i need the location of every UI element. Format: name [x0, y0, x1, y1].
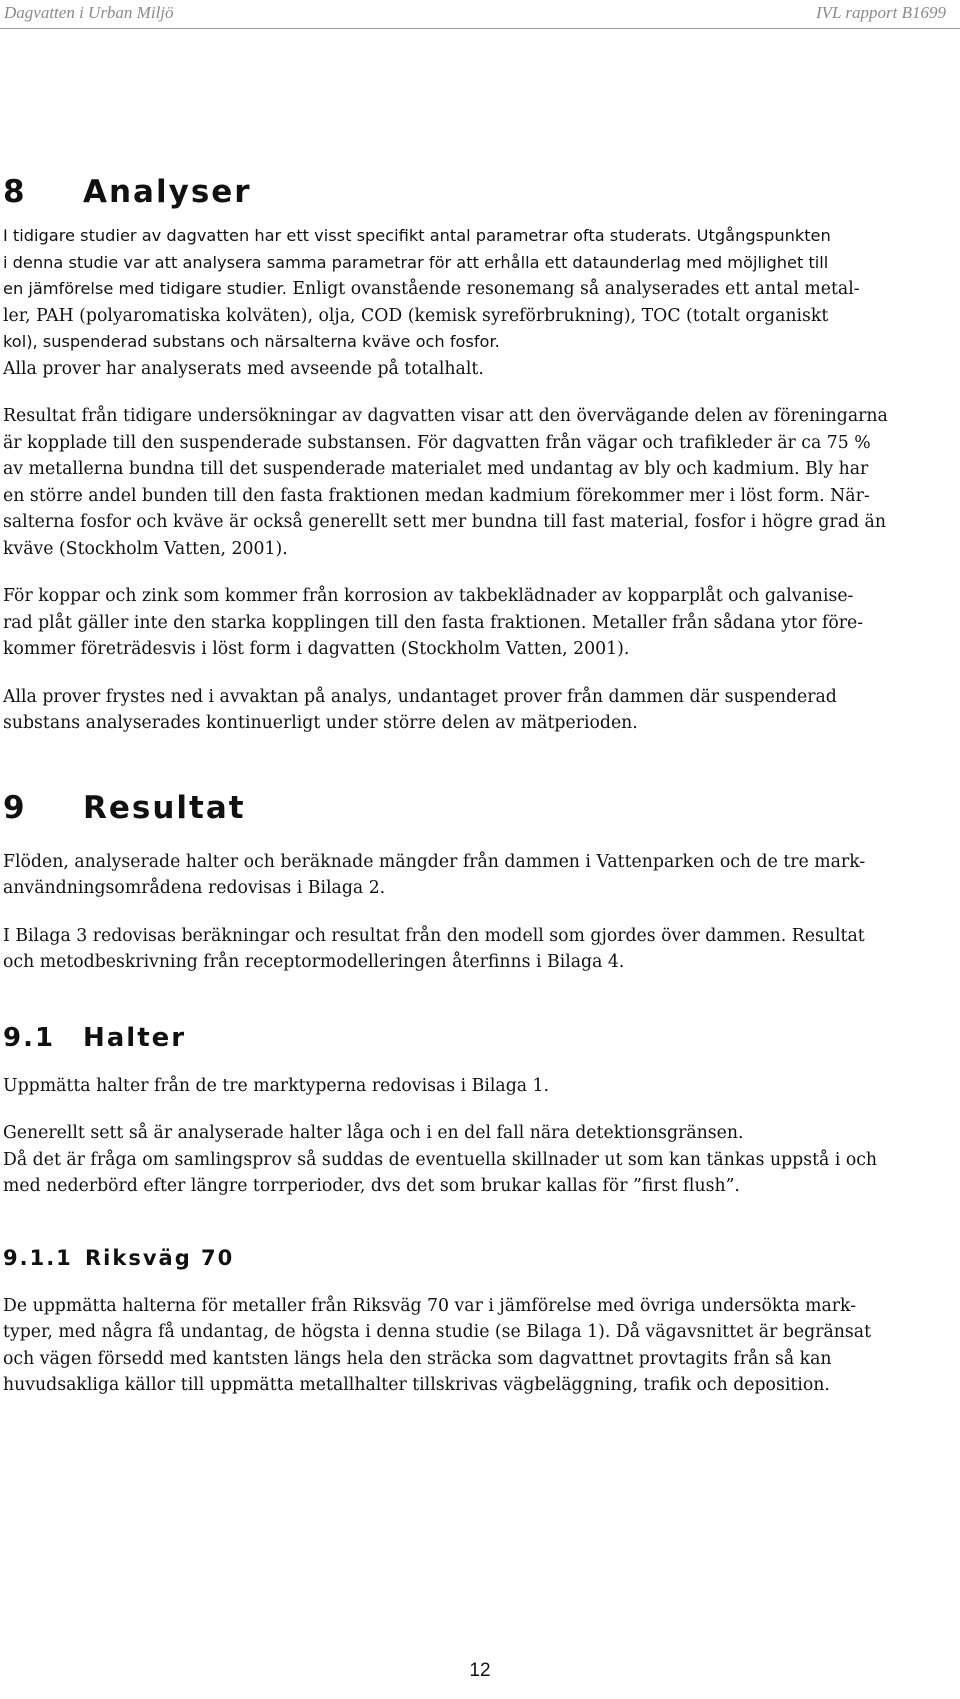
page-header — [0, 0, 960, 30]
paragraph-halter-2 — [3, 1120, 939, 1200]
text-line: I Bilaga 3 redovisas beräkningar och resultat från den modell som gjordes över dammen. Resultat — [3, 925, 865, 946]
header-report-title: Dagvatten i Urban Miljö — [4, 3, 174, 22]
paragraph-analyser-4 — [3, 684, 939, 737]
section-heading-resultat — [3, 788, 939, 828]
text-line: användningsområdena redovisas i Bilaga 2. — [3, 878, 386, 898]
page-content — [3, 172, 939, 1399]
text-line: Generellt sett så är analyserade halter låga och i en del fall nära detektionsgränsen. — [3, 1123, 744, 1143]
paragraph-analyser-3 — [3, 583, 939, 663]
subsection-heading-halter — [3, 1021, 939, 1055]
text-line: med nederbörd efter längre torrperioder, dvs det som brukar kallas för ”first flush”. — [3, 1176, 740, 1196]
text-line: För koppar och zink som kommer från korrosion av takbeklädnader av kopparplåt och galvanise- — [3, 586, 854, 606]
text-line — [3, 276, 939, 303]
section-title: Analyser — [83, 174, 252, 210]
text-line: kol), suspenderad substans och närsalterna kväve och fosfor. — [3, 332, 500, 351]
page-number: 12 — [469, 1660, 491, 1681]
text-line: De uppmätta halterna för metaller från Riksväg 70 var i jämförelse med övriga undersökta mark- — [3, 1295, 857, 1316]
text-line: rad plåt gäller inte den starka kopplingen till den fasta fraktionen. Metaller från sådana ytor före- — [3, 612, 864, 633]
text-line: Uppmätta halter från de tre marktyperna redovisas i Bilaga 1. — [3, 1075, 550, 1096]
section-number: 8 — [3, 174, 27, 210]
text-line: och metodbeskrivning från receptormodelleringen återfinns i Bilaga 4. — [3, 952, 625, 972]
header-divider — [0, 28, 960, 29]
paragraph-riksvag-70-1 — [3, 1293, 939, 1399]
section-number: 9.1 — [3, 1022, 56, 1053]
paragraph-resultat-1 — [3, 849, 939, 902]
text-line: av metallerna bundna till det suspenderade materialet med undantag av bly och kadmium. Bly har — [3, 459, 869, 479]
text-line: I tidigare studier av dagvatten har ett visst specifikt antal parametrar ofta studerats. Utgångspunkten — [3, 226, 831, 245]
section-title: Riksväg 70 — [85, 1245, 235, 1270]
paragraph-analyser-2 — [3, 403, 939, 562]
paragraph-resultat-2 — [3, 923, 939, 976]
paragraph-analyser-1 — [3, 223, 939, 382]
text-line: Flöden, analyserade halter och beräknade mängder från dammen i Vattenparken och de tre mark- — [3, 851, 866, 872]
subsubsection-heading-riksvag-70 — [3, 1244, 939, 1272]
text-line: är kopplade till den suspenderade substansen. För dagvatten från vägar och trafikleder är ca 75 % — [3, 432, 871, 453]
text-line: Alla prover har analyserats med avseende på totalhalt. — [3, 358, 484, 379]
text-line: typer, med några få undantag, de högsta i denna studie (se Bilaga 1). Då vägavsnittet är begränsat — [3, 1322, 872, 1342]
text-line: huvudsakliga källor till uppmätta metallhalter tillskrivas vägbeläggning, trafik och deposition. — [3, 1375, 830, 1395]
text-line: och vägen försedd med kantsten längs hela den sträcka som dagvattnet provtagits från så kan — [3, 1348, 832, 1369]
section-title: Resultat — [83, 789, 246, 826]
text-span: en jämförelse med tidigare studier. — [3, 279, 287, 298]
header-report-number: IVL rapport B1699 — [815, 3, 946, 22]
text-line: en större andel bunden till den fasta fraktionen medan kadmium förekommer mer i löst form. När- — [3, 485, 870, 506]
section-heading-analyser — [3, 172, 939, 212]
text-span: Enligt ovanstående resonemang så analyserades ett antal metal- — [286, 279, 860, 299]
text-line: ler, PAH (polyaromatiska kolväten), olja, COD (kemisk syreförbrukning), TOC (totalt organiskt — [3, 305, 829, 326]
section-number: 9 — [3, 789, 27, 826]
text-line: Resultat från tidigare undersökningar av dagvatten visar att den övervägande delen av föreningarna — [3, 406, 888, 426]
text-line: kommer företrädesvis i löst form i dagvatten (Stockholm Vatten, 2001). — [3, 639, 630, 659]
section-number: 9.1.1 — [3, 1245, 73, 1270]
text-line: substans analyserades kontinuerligt under större delen av mätperioden. — [3, 713, 638, 733]
section-title: Halter — [83, 1022, 187, 1053]
paragraph-halter-1 — [3, 1073, 939, 1100]
text-line: Då det är fråga om samlingsprov så suddas de eventuella skillnader ut som kan tänkas uppstå i och — [3, 1149, 878, 1170]
text-line: salterna fosfor och kväve är också generellt sett mer bundna till fast material, fosfor i högre grad än — [3, 512, 886, 532]
text-line: kväve (Stockholm Vatten, 2001). — [3, 538, 288, 559]
text-line: i denna studie var att analysera samma parametrar för att erhålla ett dataunderlag med möjlighet till — [3, 252, 829, 272]
text-line: Alla prover frystes ned i avvaktan på analys, undantaget prover från dammen där suspenderad — [3, 686, 837, 707]
